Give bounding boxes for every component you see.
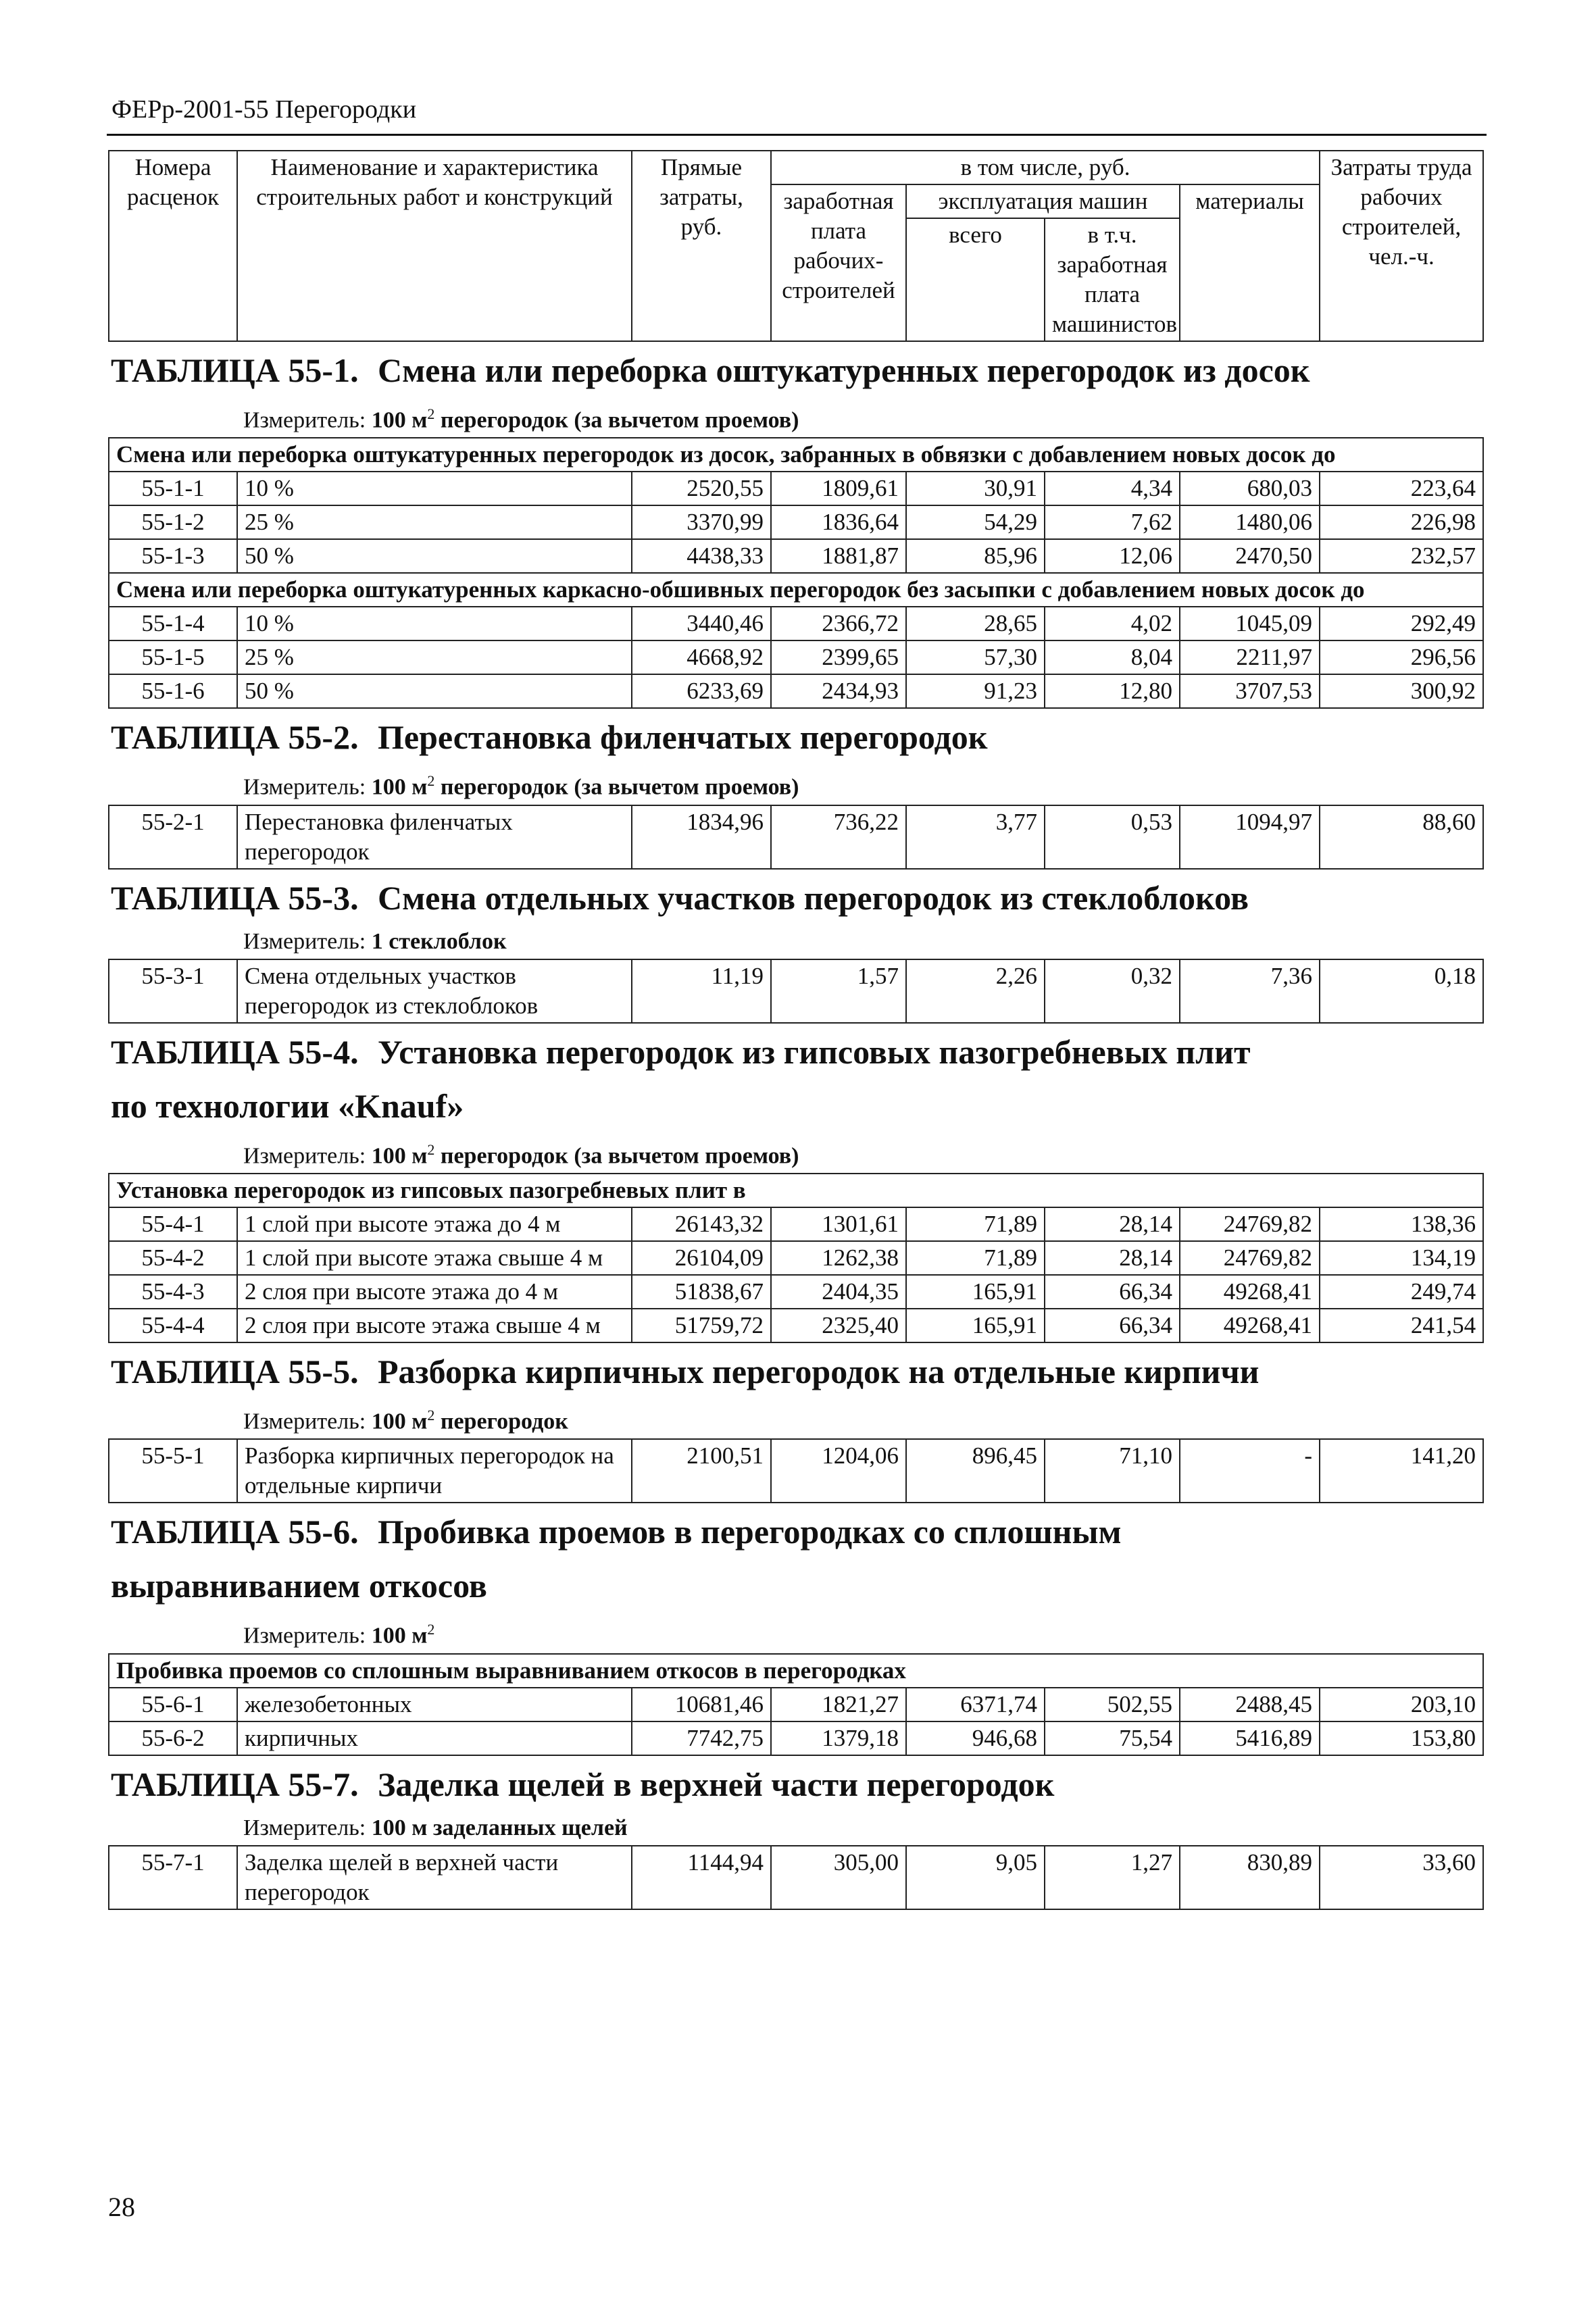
machinist-wage: 28,14 [1045, 1207, 1180, 1241]
rate-table [108, 805, 1484, 870]
machinist-wage: 4,34 [1045, 472, 1180, 505]
machines-total: 165,91 [906, 1275, 1045, 1309]
worker-wage: 2399,65 [771, 640, 906, 674]
rate-table [108, 1845, 1484, 1910]
worker-wage: 1301,61 [771, 1207, 906, 1241]
machines-total: 54,29 [906, 505, 1045, 539]
machinist-wage: 66,34 [1045, 1275, 1180, 1309]
measure-label: Измеритель: [243, 407, 366, 433]
table-row [109, 640, 1483, 674]
rate-code: 55-1-6 [109, 674, 237, 708]
rate-code: 55-6-2 [109, 1721, 237, 1755]
table-number: ТАБЛИЦА 55-7. [111, 1765, 359, 1803]
materials-cost: 49268,41 [1180, 1275, 1320, 1309]
table-number: ТАБЛИЦА 55-6. [111, 1513, 359, 1551]
table-row [109, 607, 1483, 640]
table-title-text: Смена или переборка оштукатуренных перегородок из досок [378, 351, 1310, 389]
machinist-wage: 1,27 [1045, 1846, 1180, 1909]
page-header-title: ФЕРр-2001-55 Перегородки [111, 95, 417, 124]
materials-cost: 830,89 [1180, 1846, 1320, 1909]
work-name: 50 % [237, 539, 632, 573]
measure-superscript: 2 [427, 772, 435, 790]
machines-total: 9,05 [906, 1846, 1045, 1909]
table-title-text: Перестановка филенчатых перегородок [378, 718, 988, 757]
measure-value: 100 м [371, 774, 428, 800]
work-name: 10 % [237, 472, 632, 505]
table-row [109, 1846, 1483, 1909]
rate-code: 55-1-1 [109, 472, 237, 505]
rate-code: 55-7-1 [109, 1846, 237, 1909]
document-body [108, 150, 1482, 1910]
labor-hours: 138,36 [1320, 1207, 1483, 1241]
direct-cost: 1144,94 [632, 1846, 771, 1909]
labor-hours: 153,80 [1320, 1721, 1483, 1755]
labor-hours: 141,20 [1320, 1439, 1483, 1503]
machines-total: 71,89 [906, 1207, 1045, 1241]
table-row [109, 805, 1483, 869]
work-name: Смена отдельных участков перегородок из стеклоблоков [237, 959, 632, 1023]
materials-cost: 680,03 [1180, 472, 1320, 505]
measure-superscript: 2 [427, 1406, 435, 1424]
rate-code: 55-3-1 [109, 959, 237, 1023]
direct-cost: 6233,69 [632, 674, 771, 708]
worker-wage: 1,57 [771, 959, 906, 1023]
machines-total: 71,89 [906, 1241, 1045, 1275]
rate-code: 55-4-2 [109, 1241, 237, 1275]
column-header-table [108, 150, 1484, 342]
rate-code: 55-4-4 [109, 1309, 237, 1342]
rate-code: 55-1-3 [109, 539, 237, 573]
subheader-text: Смена или переборка оштукатуренных каркасно-обшивных перегородок без засыпки с добавлением новых досок до [109, 573, 1483, 607]
column-machines-total-header: всего [906, 218, 1045, 341]
rate-code: 55-1-5 [109, 640, 237, 674]
subheader-row [109, 438, 1483, 472]
table-title-text: Пробивка проемов в перегородках со сплошным [378, 1513, 1122, 1551]
materials-cost: 49268,41 [1180, 1309, 1320, 1342]
measure-line [108, 1810, 1482, 1845]
measure-label: Измеритель: [243, 1623, 366, 1649]
table-row [109, 1241, 1483, 1275]
subheader-text: Смена или переборка оштукатуренных перегородок из досок, забранных в обвязки с добавлением новых досок до [109, 438, 1483, 472]
measure-label: Измеритель: [243, 1815, 366, 1840]
table-title-text: Установка перегородок из гипсовых пазогребневых плит [378, 1032, 1251, 1071]
worker-wage: 2404,35 [771, 1275, 906, 1309]
measure-label: Измеритель: [243, 1142, 366, 1168]
rate-code: 55-1-2 [109, 505, 237, 539]
labor-hours: 226,98 [1320, 505, 1483, 539]
table-number: ТАБЛИЦА 55-1. [111, 351, 359, 389]
materials-cost: 2211,97 [1180, 640, 1320, 674]
worker-wage: 2434,93 [771, 674, 906, 708]
measure-superscript: 2 [427, 405, 435, 422]
machinist-wage: 502,55 [1045, 1688, 1180, 1721]
labor-hours: 249,74 [1320, 1275, 1483, 1309]
table-title [108, 709, 1482, 763]
machinist-wage: 71,10 [1045, 1439, 1180, 1503]
machines-total: 91,23 [906, 674, 1045, 708]
measure-label: Измеритель: [243, 1409, 366, 1434]
labor-hours: 232,57 [1320, 539, 1483, 573]
table-title-text: Заделка щелей в верхней части перегородок [378, 1765, 1055, 1803]
direct-cost: 7742,75 [632, 1721, 771, 1755]
subheader-text: Пробивка проемов со сплошным выравниванием откосов в перегородках [109, 1654, 1483, 1688]
labor-hours: 203,10 [1320, 1688, 1483, 1721]
machines-total: 6371,74 [906, 1688, 1045, 1721]
table-row [109, 1721, 1483, 1755]
measure-line [108, 1611, 1482, 1653]
table-title-continuation: выравниванием откосов [111, 1567, 487, 1605]
machines-total: 896,45 [906, 1439, 1045, 1503]
column-name-header: Наименование и характеристика строительных работ и конструкций [237, 151, 632, 341]
subheader-row [109, 573, 1483, 607]
column-including-header: в том числе, руб. [771, 151, 1320, 184]
labor-hours: 223,64 [1320, 472, 1483, 505]
worker-wage: 1836,64 [771, 505, 906, 539]
labor-hours: 134,19 [1320, 1241, 1483, 1275]
machinist-wage: 8,04 [1045, 640, 1180, 674]
rate-table [108, 1653, 1484, 1756]
worker-wage: 1821,27 [771, 1688, 906, 1721]
rate-table-section [108, 1343, 1482, 1503]
materials-cost: 7,36 [1180, 959, 1320, 1023]
direct-cost: 1834,96 [632, 805, 771, 869]
table-title [108, 1503, 1482, 1557]
table-title [108, 342, 1482, 396]
machinist-wage: 12,06 [1045, 539, 1180, 573]
rate-table [108, 959, 1484, 1024]
work-name: 25 % [237, 640, 632, 674]
labor-hours: 33,60 [1320, 1846, 1483, 1909]
measure-line [108, 763, 1482, 804]
machines-total: 3,77 [906, 805, 1045, 869]
direct-cost: 26143,32 [632, 1207, 771, 1241]
materials-cost: 2488,45 [1180, 1688, 1320, 1721]
worker-wage: 1809,61 [771, 472, 906, 505]
table-row [109, 1309, 1483, 1342]
rate-code: 55-4-3 [109, 1275, 237, 1309]
work-name: железобетонных [237, 1688, 632, 1721]
labor-hours: 88,60 [1320, 805, 1483, 869]
materials-cost: - [1180, 1439, 1320, 1503]
table-number: ТАБЛИЦА 55-3. [111, 878, 359, 917]
measure-rest: перегородок (за вычетом проемов) [440, 774, 799, 800]
direct-cost: 2520,55 [632, 472, 771, 505]
direct-cost: 4438,33 [632, 539, 771, 573]
column-direct-header: Прямые затраты, руб. [632, 151, 771, 341]
worker-wage: 2366,72 [771, 607, 906, 640]
labor-hours: 292,49 [1320, 607, 1483, 640]
machinist-wage: 4,02 [1045, 607, 1180, 640]
direct-cost: 26104,09 [632, 1241, 771, 1275]
rate-code: 55-6-1 [109, 1688, 237, 1721]
subheader-text: Установка перегородок из гипсовых пазогребневых плит в [109, 1174, 1483, 1207]
work-name: 2 слоя при высоте этажа до 4 м [237, 1275, 632, 1309]
work-name: Разборка кирпичных перегородок на отдельные кирпичи [237, 1439, 632, 1503]
direct-cost: 3440,46 [632, 607, 771, 640]
table-title [108, 870, 1482, 924]
header-rule [107, 134, 1487, 136]
table-row [109, 674, 1483, 708]
subheader-row [109, 1654, 1483, 1688]
rate-code: 55-2-1 [109, 805, 237, 869]
materials-cost: 24769,82 [1180, 1241, 1320, 1275]
work-name: Заделка щелей в верхней части перегородок [237, 1846, 632, 1909]
measure-value: 100 м [371, 407, 428, 433]
materials-cost: 2470,50 [1180, 539, 1320, 573]
subheader-row [109, 1174, 1483, 1207]
machinist-wage: 0,53 [1045, 805, 1180, 869]
direct-cost: 4668,92 [632, 640, 771, 674]
table-number: ТАБЛИЦА 55-5. [111, 1352, 359, 1390]
table-row [109, 1207, 1483, 1241]
measure-line [108, 1132, 1482, 1173]
column-machines-header: эксплуатация машин [906, 184, 1180, 218]
column-materials-header: материалы [1180, 184, 1320, 341]
rate-table-section [108, 709, 1482, 869]
rate-table [108, 437, 1484, 709]
direct-cost: 51838,67 [632, 1275, 771, 1309]
measure-rest: перегородок (за вычетом проемов) [440, 1142, 799, 1168]
machines-total: 28,65 [906, 607, 1045, 640]
table-title [108, 1756, 1482, 1810]
machinist-wage: 0,32 [1045, 959, 1180, 1023]
table-title [108, 1343, 1482, 1397]
work-name: 10 % [237, 607, 632, 640]
measure-value: 100 м заделанных щелей [371, 1815, 628, 1840]
labor-hours: 300,92 [1320, 674, 1483, 708]
materials-cost: 5416,89 [1180, 1721, 1320, 1755]
worker-wage: 736,22 [771, 805, 906, 869]
worker-wage: 1262,38 [771, 1241, 906, 1275]
machines-total: 57,30 [906, 640, 1045, 674]
work-name: Перестановка филенчатых перегородок [237, 805, 632, 869]
measure-rest: перегородок [440, 1409, 568, 1434]
labor-hours: 0,18 [1320, 959, 1483, 1023]
measure-line [108, 396, 1482, 437]
measure-superscript: 2 [427, 1140, 435, 1158]
work-name: 50 % [237, 674, 632, 708]
machines-total: 30,91 [906, 472, 1045, 505]
column-code-header: Номера расценок [109, 151, 237, 341]
direct-cost: 10681,46 [632, 1688, 771, 1721]
worker-wage: 1204,06 [771, 1439, 906, 1503]
work-name: кирпичных [237, 1721, 632, 1755]
table-title-continuation: по технологии «Knauf» [111, 1086, 464, 1125]
work-name: 25 % [237, 505, 632, 539]
materials-cost: 1480,06 [1180, 505, 1320, 539]
rate-table [108, 1438, 1484, 1503]
rate-code: 55-1-4 [109, 607, 237, 640]
measure-line [108, 1397, 1482, 1438]
labor-hours: 296,56 [1320, 640, 1483, 674]
page-number: 28 [108, 2192, 135, 2222]
rate-table-section [108, 1503, 1482, 1755]
materials-cost: 1045,09 [1180, 607, 1320, 640]
table-row [109, 1275, 1483, 1309]
measure-label: Измеритель: [243, 928, 366, 954]
labor-hours: 241,54 [1320, 1309, 1483, 1342]
measure-line [108, 924, 1482, 959]
rate-tables [108, 342, 1482, 1910]
table-row [109, 959, 1483, 1023]
direct-cost: 11,19 [632, 959, 771, 1023]
direct-cost: 51759,72 [632, 1309, 771, 1342]
measure-value: 100 м [371, 1623, 428, 1649]
column-machines-wage-header: в т.ч. заработная плата машинистов [1045, 218, 1180, 341]
measure-superscript: 2 [427, 1621, 435, 1638]
table-title [108, 1024, 1482, 1078]
machines-total: 165,91 [906, 1309, 1045, 1342]
machinist-wage: 75,54 [1045, 1721, 1180, 1755]
worker-wage: 1881,87 [771, 539, 906, 573]
measure-label: Измеритель: [243, 774, 366, 800]
machinist-wage: 7,62 [1045, 505, 1180, 539]
column-wage-header: заработная плата рабочих-строителей [771, 184, 906, 341]
materials-cost: 24769,82 [1180, 1207, 1320, 1241]
column-labor-header: Затраты труда рабочих строителей, чел.-ч. [1320, 151, 1483, 341]
machinist-wage: 66,34 [1045, 1309, 1180, 1342]
measure-rest: перегородок (за вычетом проемов) [440, 407, 799, 433]
measure-value: 100 м [371, 1142, 428, 1168]
work-name: 1 слой при высоте этажа до 4 м [237, 1207, 632, 1241]
materials-cost: 3707,53 [1180, 674, 1320, 708]
worker-wage: 305,00 [771, 1846, 906, 1909]
machinist-wage: 12,80 [1045, 674, 1180, 708]
rate-table-section [108, 870, 1482, 1024]
worker-wage: 1379,18 [771, 1721, 906, 1755]
machinist-wage: 28,14 [1045, 1241, 1180, 1275]
measure-value: 100 м [371, 1409, 428, 1434]
rate-table [108, 1173, 1484, 1343]
rate-code: 55-5-1 [109, 1439, 237, 1503]
machines-total: 2,26 [906, 959, 1045, 1023]
direct-cost: 3370,99 [632, 505, 771, 539]
worker-wage: 2325,40 [771, 1309, 906, 1342]
direct-cost: 2100,51 [632, 1439, 771, 1503]
table-row [109, 472, 1483, 505]
rate-code: 55-4-1 [109, 1207, 237, 1241]
rate-table-section [108, 1024, 1482, 1343]
table-title-text: Смена отдельных участков перегородок из стеклоблоков [378, 878, 1249, 917]
machines-total: 946,68 [906, 1721, 1045, 1755]
work-name: 1 слой при высоте этажа свыше 4 м [237, 1241, 632, 1275]
table-row [109, 1688, 1483, 1721]
work-name: 2 слоя при высоте этажа свыше 4 м [237, 1309, 632, 1342]
table-row [109, 1439, 1483, 1503]
rate-table-section [108, 1756, 1482, 1910]
table-number: ТАБЛИЦА 55-4. [111, 1032, 359, 1071]
machines-total: 85,96 [906, 539, 1045, 573]
table-row [109, 505, 1483, 539]
table-row [109, 539, 1483, 573]
table-title-text: Разборка кирпичных перегородок на отдельные кирпичи [378, 1352, 1260, 1390]
rate-table-section [108, 342, 1482, 709]
measure-value: 1 стеклоблок [371, 928, 507, 954]
materials-cost: 1094,97 [1180, 805, 1320, 869]
table-number: ТАБЛИЦА 55-2. [111, 718, 359, 757]
